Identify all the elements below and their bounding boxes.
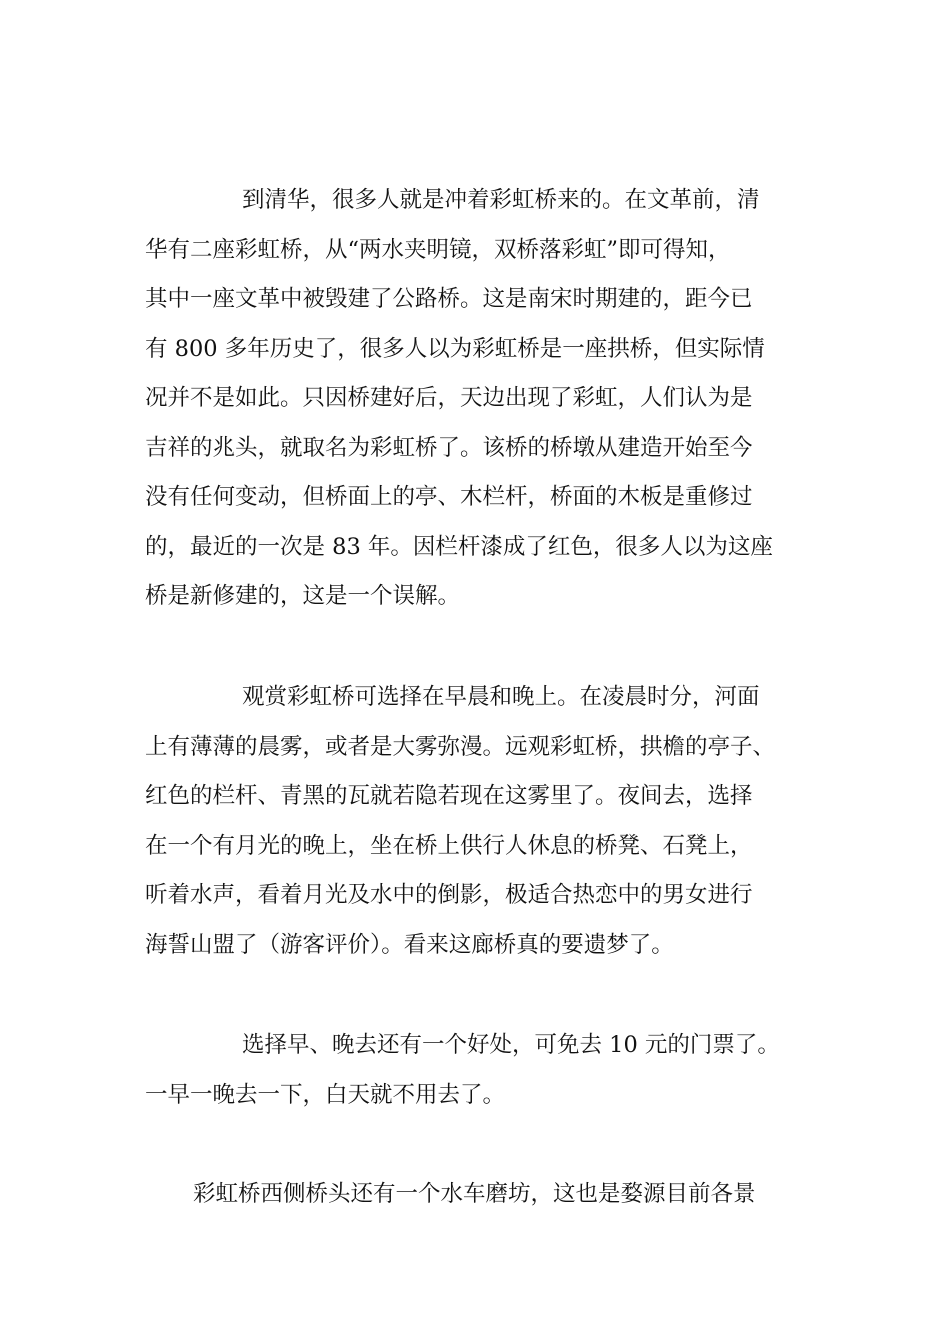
paragraph-3 — [145, 1021, 835, 1120]
paragraph-line: 海誓山盟了（游客评价）。看来这廊桥真的要遗梦了。 — [145, 931, 674, 958]
paragraph-line: 一早一晚去一下，白天就不用去了。 — [145, 1081, 506, 1108]
paragraph-line: 吉祥的兆头，就取名为彩虹桥了。该桥的桥墩从建造开始至今 — [145, 434, 753, 461]
paragraph-2 — [145, 673, 835, 970]
paragraph-line: 桥是新修建的，这是一个误解。 — [145, 583, 461, 609]
paragraph-line: 的，最近的一次是 83 年。因栏杆漆成了红色，很多人以为这座 — [145, 533, 773, 560]
paragraph-line: 观赏彩虹桥可选择在早晨和晚上。在凌晨时分，河面 — [242, 684, 760, 710]
paragraph-line: 况并不是如此。只因桥建好后，天边出现了彩虹，人们认为是 — [145, 385, 753, 411]
paragraph-line: 到清华，很多人就是冲着彩虹桥来的。在文革前，清 — [242, 187, 760, 213]
paragraph-1 — [145, 176, 835, 622]
paragraph-line: 听着水声，看着月光及水中的倒影，极适合热恋中的男女进行 — [145, 882, 753, 908]
paragraph-line: 在一个有月光的晚上，坐在桥上供行人休息的桥凳、石凳上， — [145, 832, 753, 859]
paragraph-line: 彩虹桥西侧桥头还有一个水车磨坊，这也是婺源目前各景 — [193, 1181, 756, 1207]
paragraph-line: 有 800 多年历史了，很多人以为彩虹桥是一座拱桥，但实际情 — [145, 335, 765, 362]
paragraph-line: 没有任何变动，但桥面上的亭、木栏杆，桥面的木板是重修过 — [145, 484, 753, 510]
paragraph-line: 华有二座彩虹桥，从“两水夹明镜，双桥落彩虹”即可得知， — [145, 236, 731, 263]
paragraph-line: 上有薄薄的晨雾，或者是大雾弥漫。远观彩虹桥，拱檐的亭子、 — [145, 733, 776, 760]
paragraph-line: 其中一座文革中被毁建了公路桥。这是南宋时期建的，距今已 — [145, 286, 753, 312]
paragraph-line: 选择早、晚去还有一个好处，可免去 10 元的门票了。 — [242, 1032, 780, 1058]
paragraph-4 — [145, 1170, 835, 1220]
paragraph-line: 红色的栏杆、青黑的瓦就若隐若现在这雾里了。夜间去，选择 — [145, 783, 753, 809]
